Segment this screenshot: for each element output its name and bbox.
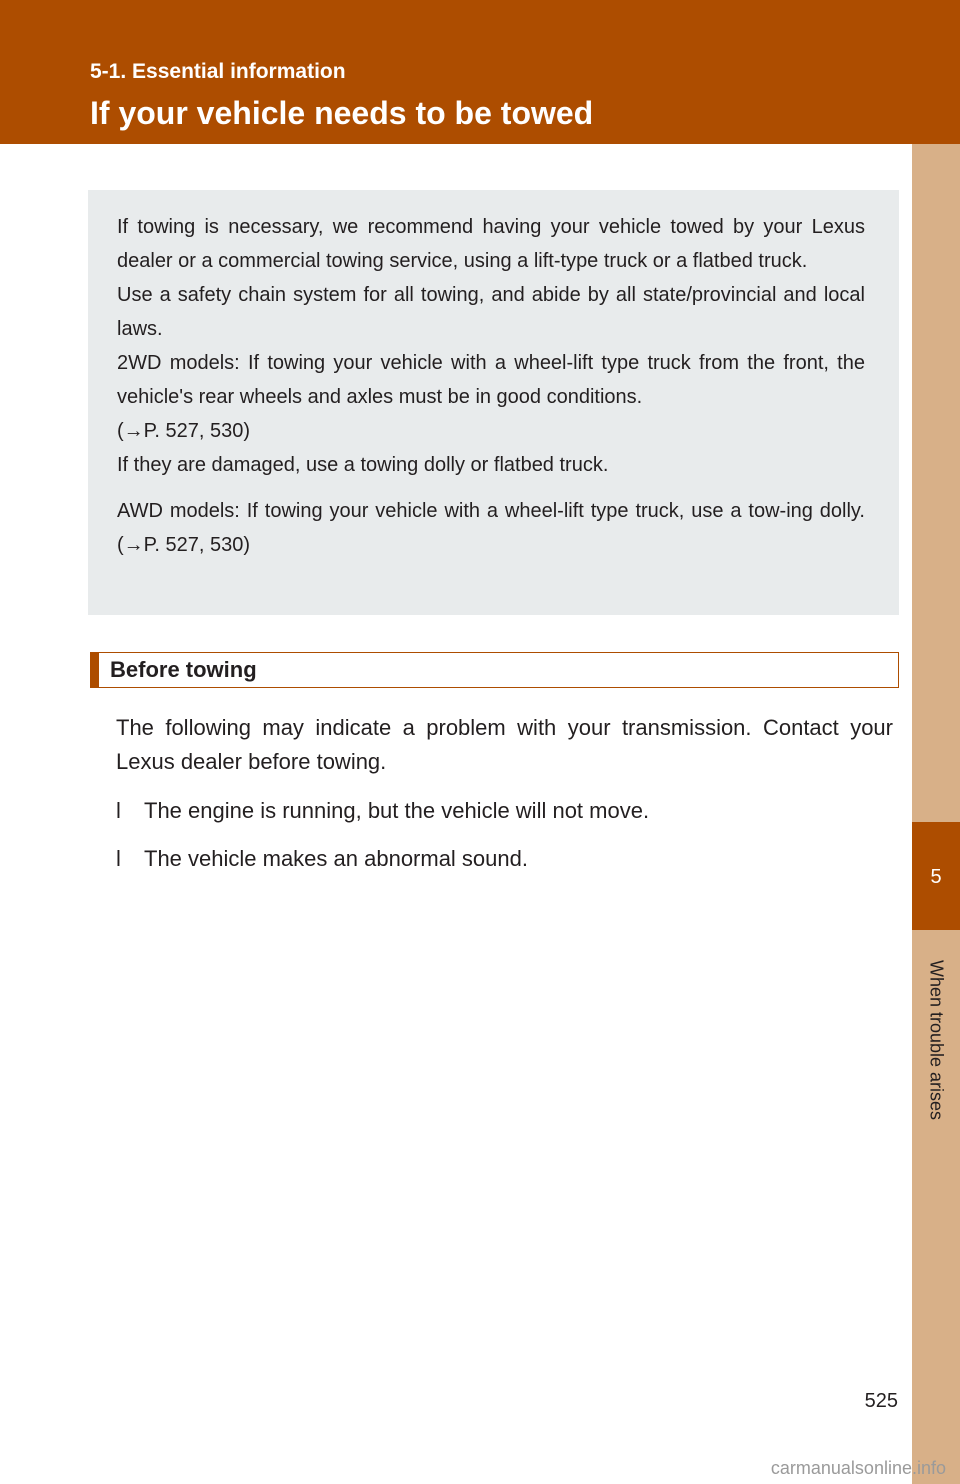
- info-paragraph: AWD models: If towing your vehicle with a wheel-lift type truck, use a tow-ing dolly. (→P. 527, 530): [117, 500, 865, 556]
- list-item: [116, 794, 649, 828]
- watermark: carmanualsonline.info: [770, 1458, 946, 1478]
- page-title: If your vehicle needs to be towed: [90, 95, 594, 131]
- section-label: 5-1. Essential information: [90, 60, 346, 83]
- info-paragraph: Use a safety chain system for all towing, and abide by all state/provincial and local laws.: [117, 284, 865, 340]
- list-item: [116, 842, 528, 876]
- section-heading-title: Before towing: [110, 657, 257, 682]
- list-item-text: The vehicle makes an abnormal sound.: [144, 846, 528, 871]
- info-box: [88, 190, 899, 615]
- info-paragraph: If they are damaged, use a towing dolly or flatbed truck.: [117, 454, 609, 476]
- bullet-mark: l: [116, 798, 121, 823]
- list-item-text: The engine is running, but the vehicle will not move.: [144, 798, 650, 823]
- info-paragraph: (→P. 527, 530): [117, 420, 251, 442]
- info-paragraph: 2WD models: If towing your vehicle with a wheel-lift type truck from the front, the vehicle's rear wheels and axles must be in good conditions.: [117, 352, 865, 408]
- section-intro: The following may indicate a problem with your transmission. Contact your Lexus dealer before towing.: [116, 715, 893, 774]
- chapter-tab: [912, 822, 960, 930]
- header-banner: [0, 0, 960, 144]
- chapter-title: When trouble arises: [926, 959, 947, 1121]
- section-heading-bar: [90, 652, 99, 688]
- side-tab: [912, 144, 960, 1484]
- chapter-number: 5: [930, 866, 942, 888]
- info-paragraph: If towing is necessary, we recommend having your vehicle towed by your Lexus dealer or a commercial towing service, using a lift-type truck or a flatbed truck.: [117, 216, 865, 272]
- bullet-mark: l: [116, 846, 121, 871]
- section-heading: [90, 652, 899, 688]
- page-number: 525: [864, 1390, 898, 1412]
